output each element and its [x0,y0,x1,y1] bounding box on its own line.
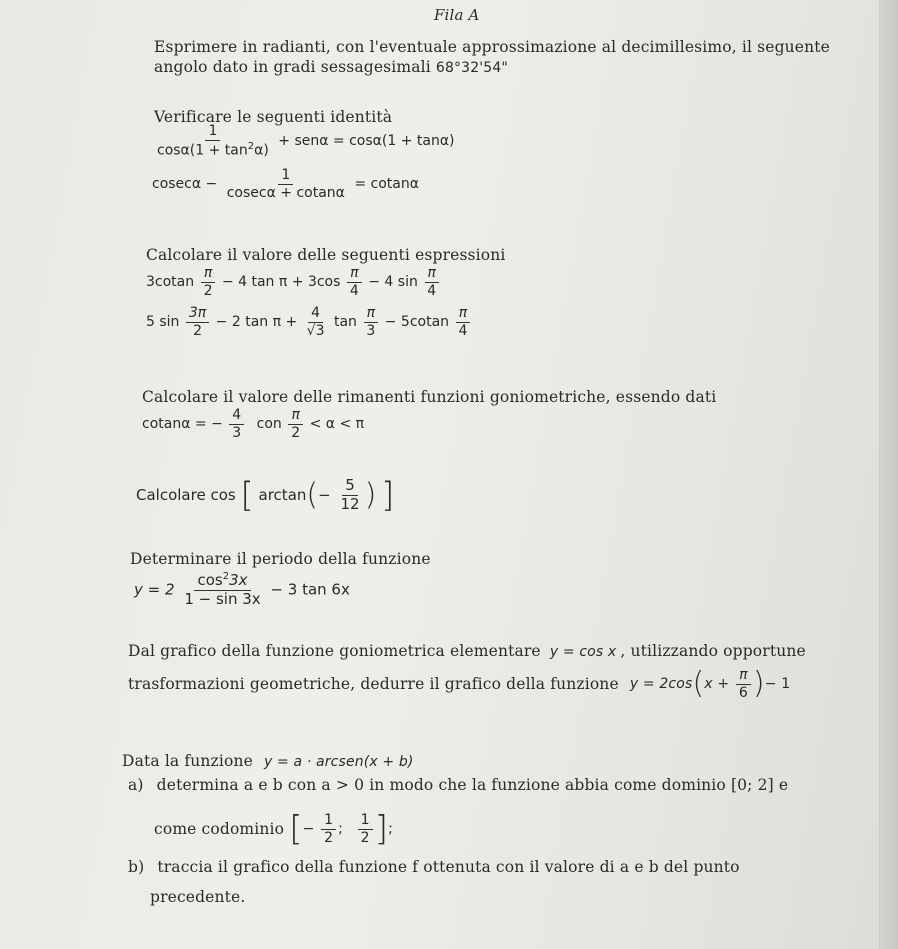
ex5-paren-close: ) [364,477,377,513]
expr1-part-b: − 4 tan π + 3cos [221,274,341,291]
expr2-frac-2 [304,306,328,338]
expr1-frac-3 [424,266,439,298]
ex1-line2-text: angolo dato in gradi sessagesimali [154,58,431,76]
expr2-frac-4 [455,306,470,338]
ex8-codomain [289,809,394,849]
expr2-part-c: tan [333,314,357,331]
ex4-f-den: 3 [232,424,242,441]
expr1-frac-2 [347,266,362,298]
ex6-num [194,572,250,591]
expr2-f4-den: 4 [458,322,468,339]
ex7-paren-open: ( [692,666,705,702]
expr1-f1-den: 2 [203,282,213,299]
ex7-line2 [128,668,790,700]
expr2-f2-num: 4 [308,306,323,323]
ex7-line2-eq [629,666,791,702]
ex6-lhs: y = 2 [134,580,175,599]
identity-2-den: cosecα + cotanα [226,184,345,201]
ex6-den: 1 − sin 3x [184,589,261,608]
expr2-part-b: − 2 tan π + [215,314,298,331]
ex8-cod-g-den: 2 [360,829,370,846]
expression-1 [146,266,441,298]
ex4-f-num: 4 [229,408,244,425]
ex8-b-text: traccia il grafico della funzione f ottenuta con il valore di a e b del punto [157,858,740,876]
expr2-f4-num: π [456,306,470,323]
ex1-line2 [154,58,508,76]
expression-2 [146,306,472,338]
expr2-part-d: − 5cotan [384,314,450,331]
ex8-cod-frac-2 [358,813,373,845]
ex7-f-num: π [736,668,751,685]
ex4-cond: < α < π [309,416,365,433]
ex8-a-line2 [154,809,394,849]
ex4-title: Calcolare il valore delle rimanenti funzioni goniometriche, essendo dati [142,388,717,406]
ex6-title: Determinare il periodo della funzione [130,550,431,568]
expr2-frac-1 [186,306,209,338]
ex8-cod-g-num: 1 [358,813,373,830]
identity-2 [152,168,419,200]
ex7-line2-a: trasformazioni geometriche, dedurre il grafico della funzione [128,675,619,694]
identity-2-num: 1 [278,168,293,185]
ex8-a-label: a) [128,776,144,794]
ex8-cod-frac-1 [321,813,336,845]
ex7-eq-b: − 1 [764,676,791,693]
identity-1-den-b: α) [254,142,269,159]
ex6-function [134,572,350,608]
ex5-paren-open: ( [306,477,319,513]
ex8-a-line1 [128,776,788,794]
ex4-g-den: 2 [291,424,301,441]
ex7-line1-b: , utilizzando opportune [620,642,806,660]
identity-1-rest: + senα = cosα(1 + tanα) [278,133,455,150]
ex2-title: Verificare le seguenti identità [154,108,393,126]
page-title: Fila A [434,6,480,24]
identity-2-rest: = cotanα [354,176,419,193]
ex8-cod-bracket-close: ] [374,809,389,849]
ex6-num-b: 3x [229,571,248,589]
ex4-g-num: π [288,408,302,425]
expr2-f1-num: 3π [186,306,209,323]
ex4-frac-1 [229,408,244,440]
ex8-b-line1 [128,858,740,876]
identity-1 [152,124,455,158]
ex5-lead: Calcolare cos [136,485,236,504]
expr1-part-c: − 4 sin [368,274,418,291]
expr2-frac-3 [363,306,378,338]
ex8-title-line [122,752,414,770]
expr1-part-a: 3cotan [146,274,195,291]
ex7-eq-a: y = 2cos [629,676,693,693]
ex7-line1-a: Dal grafico della funzione goniometrica elementare [128,642,541,660]
identity-1-den-exp: 2 [247,140,255,152]
page-edge [879,0,898,949]
ex8-b-line2: precedente. [150,888,246,906]
ex5-bracket-close: ] [381,475,395,516]
ex4-condition [142,408,364,440]
ex8-cod-f-den: 2 [324,829,334,846]
ex1-angle: 68°32'54" [435,60,508,76]
ex8-b-label: b) [128,858,145,876]
ex8-func: y = a · arcsen(x + b) [263,754,414,770]
ex4-con: con [256,416,282,433]
expr1-f3-num: π [425,266,439,283]
ex5-f-num: 5 [342,478,358,496]
ex8-title: Data la funzione [122,752,253,770]
expr1-f2-den: 4 [349,282,359,299]
ex7-f-den: 6 [738,684,748,701]
identity-1-num: 1 [205,124,220,141]
ex4-lhs: cotanα = − [142,416,223,433]
ex4-frac-2 [288,408,303,440]
ex8-a-line2-text: come codominio [154,820,285,838]
identity-1-fraction [154,124,272,158]
identity-2-fraction [224,168,348,200]
ex5-minus: − [318,485,331,504]
ex8-cod-bracket-open: [ [289,809,303,849]
expr2-f3-den: 3 [366,322,376,339]
expr1-frac-1 [201,266,216,298]
ex8-cod-f-num: 1 [321,813,336,830]
ex7-line1 [128,642,806,660]
ex7-paren-close: ) [752,666,765,702]
ex8-a-text: determina a e b con a > 0 in modo che la funzione abbia come dominio [0; 2] e [156,776,789,794]
ex6-rest: − 3 tan 6x [270,580,350,599]
ex8-cod-sep: ; [338,821,344,837]
expr2-f3-num: π [364,306,378,323]
ex8-cod-end: ; [388,821,394,837]
identity-2-lead: cosecα − [152,176,218,193]
expr2-part-a: 5 sin [146,314,180,331]
ex5-expression [136,475,395,516]
ex6-fraction [181,572,263,608]
ex5-frac [337,478,362,513]
expr1-f1-num: π [201,266,215,283]
ex6-num-exp: 2 [222,571,230,582]
ex7-line1-eq: y = cos x [549,644,617,660]
identity-1-den [154,141,272,158]
expr1-f2-num: π [347,266,361,283]
ex7-eq-x: x + [704,676,730,693]
ex7-frac [736,668,751,700]
ex3-title: Calcolare il valore delle seguenti espressioni [146,246,506,264]
expr1-f3-den: 4 [427,282,437,299]
expr2-f1-den: 2 [193,322,202,339]
ex8-cod-minus: − [302,821,315,837]
ex5-bracket-open: [ [240,475,254,516]
identity-1-den-a: cosα(1 + tan [157,142,248,159]
ex5-arctan: arctan [258,485,307,504]
ex5-f-den: 12 [340,494,360,513]
ex6-num-a: cos [197,571,223,589]
ex1-line1: Esprimere in radianti, con l'eventuale approssimazione al decimillesimo, il seguente [154,38,830,56]
expr2-f2-den: √3 [306,322,325,339]
